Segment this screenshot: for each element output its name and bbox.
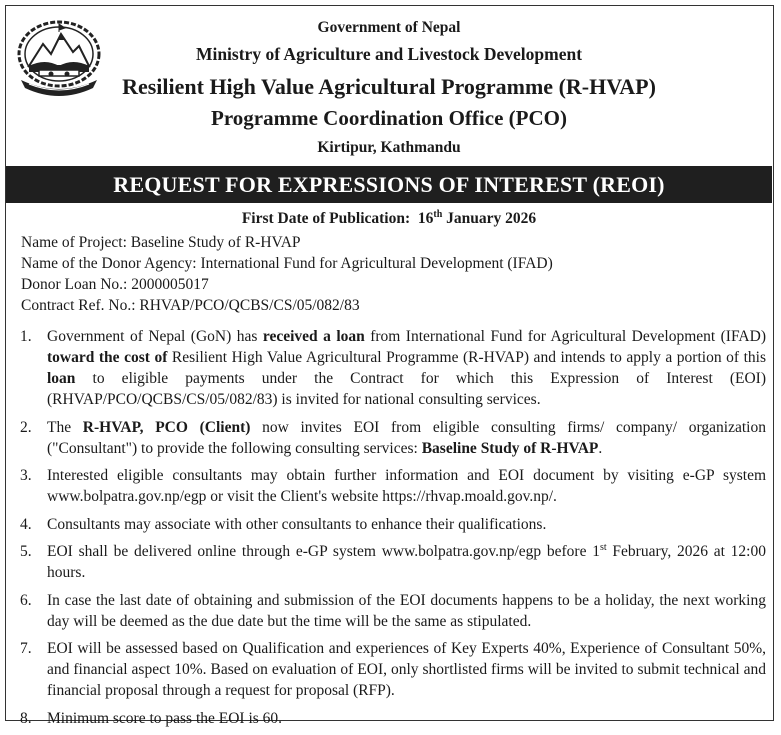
item-number: 1.	[20, 328, 32, 345]
list-item	[20, 417, 766, 459]
item-text: EOI shall be delivered online through e-GP system www.bolpatra.gov.np/egp before 1st February, 2026 at 12:00 hours.	[47, 541, 766, 581]
item-number: 2.	[20, 418, 32, 436]
item-text: Government of Nepal (GoN) has received a loan from International Fund for Agricultural Development (IFAD) toward the cost of Resilient High Value Agricultural Programme (R-HVAP) and intends to apply a portion of this loan to eligible payments under the Contract for which this Expression of Interest (EOI) (RHVAP/PCO/QCBS/CS/05/082/83) is invited for national consulting services.	[47, 328, 766, 408]
item-number: 3.	[20, 467, 32, 484]
item-text: Consultants may associate with other consultants to enhance their qualifications.	[47, 515, 547, 533]
publication-month-year: January 2026	[446, 210, 537, 227]
publication-day-suffix: th	[433, 208, 443, 220]
list-item	[20, 708, 766, 729]
project-name: Name of Project: Baseline Study of R-HVAP	[21, 234, 301, 251]
donor-agency: Name of the Donor Agency: International Fund for Agricultural Development (IFAD)	[21, 255, 553, 272]
item-text: In case the last date of obtaining and submission of the EOI documents happens to be a holiday, the next working day will be deemed as the due date but the time will be the same as stipulated.	[47, 591, 766, 630]
item-text: The R-HVAP, PCO (Client) now invites EOI from eligible consulting firms/ company/ organization ("Consultant") to provide the following consulting services: Baseline Study of R-HVAP.	[47, 418, 766, 457]
notice-header	[6, 6, 772, 166]
office-location: Kirtipur, Kathmandu	[317, 139, 461, 156]
item-text: EOI will be assessed based on Qualification and experiences of Key Experts 40%, Experience of Consultant 50%, and financial aspect 10%. Based on evaluation of EOI, only shortlisted firms will be invited to submit technical and financial proposal through a request for proposal (RFP).	[47, 640, 766, 699]
item-text: Interested eligible consultants may obtain further information and EOI document by visiting e-GP system www.bolpatra.gov.np/egp or visit the Client's website https://rhvap.moald.gov.np/.	[47, 467, 766, 505]
item-text: Minimum score to pass the EOI is 60.	[47, 709, 283, 727]
eoi-notice	[5, 5, 774, 727]
list-item	[20, 465, 766, 507]
item-number: 4.	[20, 515, 32, 533]
publication-label: First Date of Publication:	[241, 210, 411, 227]
list-item	[20, 541, 766, 583]
publication-date	[6, 210, 772, 228]
notice-banner: REQUEST FOR EXPRESSIONS OF INTEREST (REOI)	[6, 166, 772, 203]
list-item	[20, 326, 766, 410]
item-number: 6.	[20, 591, 32, 609]
list-item	[20, 638, 766, 701]
publication-day: 16	[417, 210, 434, 227]
item-number: 7.	[20, 640, 32, 657]
programme-name: Resilient High Value Agricultural Programme (R-HVAP)	[122, 74, 656, 99]
project-meta	[21, 232, 553, 316]
item-number: 5.	[20, 543, 32, 560]
eoi-clauses	[20, 326, 766, 735]
government-name: Government of Nepal	[317, 19, 461, 36]
donor-loan-no: Donor Loan No.: 2000005017	[21, 276, 209, 293]
list-item	[20, 590, 766, 632]
ministry-name: Ministry of Agriculture and Livestock Development	[195, 44, 583, 64]
contract-ref-no: Contract Ref. No.: RHVAP/PCO/QCBS/CS/05/082/83	[21, 297, 360, 314]
office-name: Programme Coordination Office (PCO)	[211, 106, 567, 130]
list-item	[20, 514, 766, 535]
item-number: 8.	[20, 709, 32, 727]
